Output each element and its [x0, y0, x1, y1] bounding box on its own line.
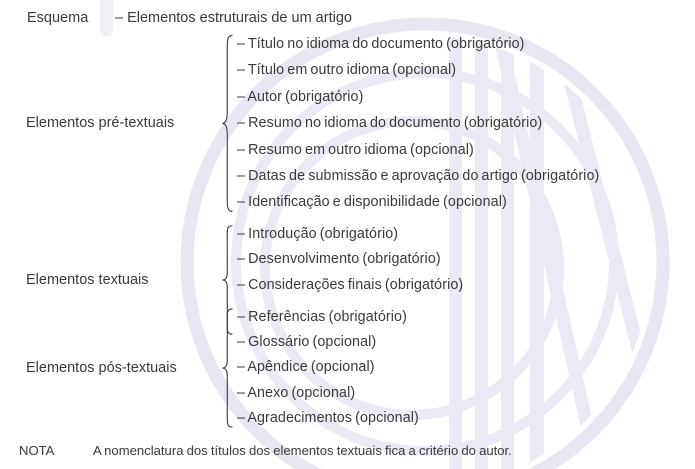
group-label: Elementos pós-textuais	[26, 360, 177, 376]
list-item: – Desenvolvimento (obrigatório)	[237, 251, 441, 268]
list-item: – Autor (obrigatório)	[237, 88, 364, 105]
note-text: A nomenclatura dos títulos dos elementos textuais fica a critério do autor.	[93, 443, 512, 458]
item-list	[233, 31, 599, 216]
group-post-textual-elements	[0, 305, 419, 431]
item-list	[233, 305, 419, 431]
list-item: – Introdução (obrigatório)	[237, 226, 399, 242]
group-label: Elementos textuais	[26, 272, 149, 288]
scheme-label: Esquema	[27, 10, 89, 26]
group-label: Elementos pré-textuais	[26, 115, 175, 132]
scheme-title: – Elementos estruturais de um artigo	[115, 10, 352, 26]
list-item: – Resumo em outro idioma (opcional)	[237, 141, 474, 158]
list-item: – Referências (obrigatório)	[237, 309, 407, 325]
list-item: – Glossário (opcional)	[237, 334, 377, 351]
group-pre-textual-elements	[0, 31, 599, 216]
list-item: – Identificação e disponibilidade (opcional)	[237, 194, 507, 211]
list-item: – Apêndice (opcional)	[237, 359, 375, 376]
list-item: – Título no idioma do documento (obrigatório)	[237, 36, 525, 52]
note-label: NOTA	[19, 443, 55, 458]
list-item: – Título em outro idioma (opcional)	[237, 62, 457, 79]
list-item: – Considerações finais (obrigatório)	[237, 276, 464, 293]
list-item: – Anexo (opcional)	[237, 384, 356, 401]
left-brace-icon	[222, 308, 233, 428]
list-item: – Datas de submissão e aprovação do artigo (obrigatório)	[237, 168, 600, 185]
left-brace-icon	[222, 34, 233, 213]
list-item: – Agradecimentos (opcional)	[237, 409, 419, 426]
list-item: – Resumo no idioma do documento (obrigatório)	[237, 115, 543, 132]
